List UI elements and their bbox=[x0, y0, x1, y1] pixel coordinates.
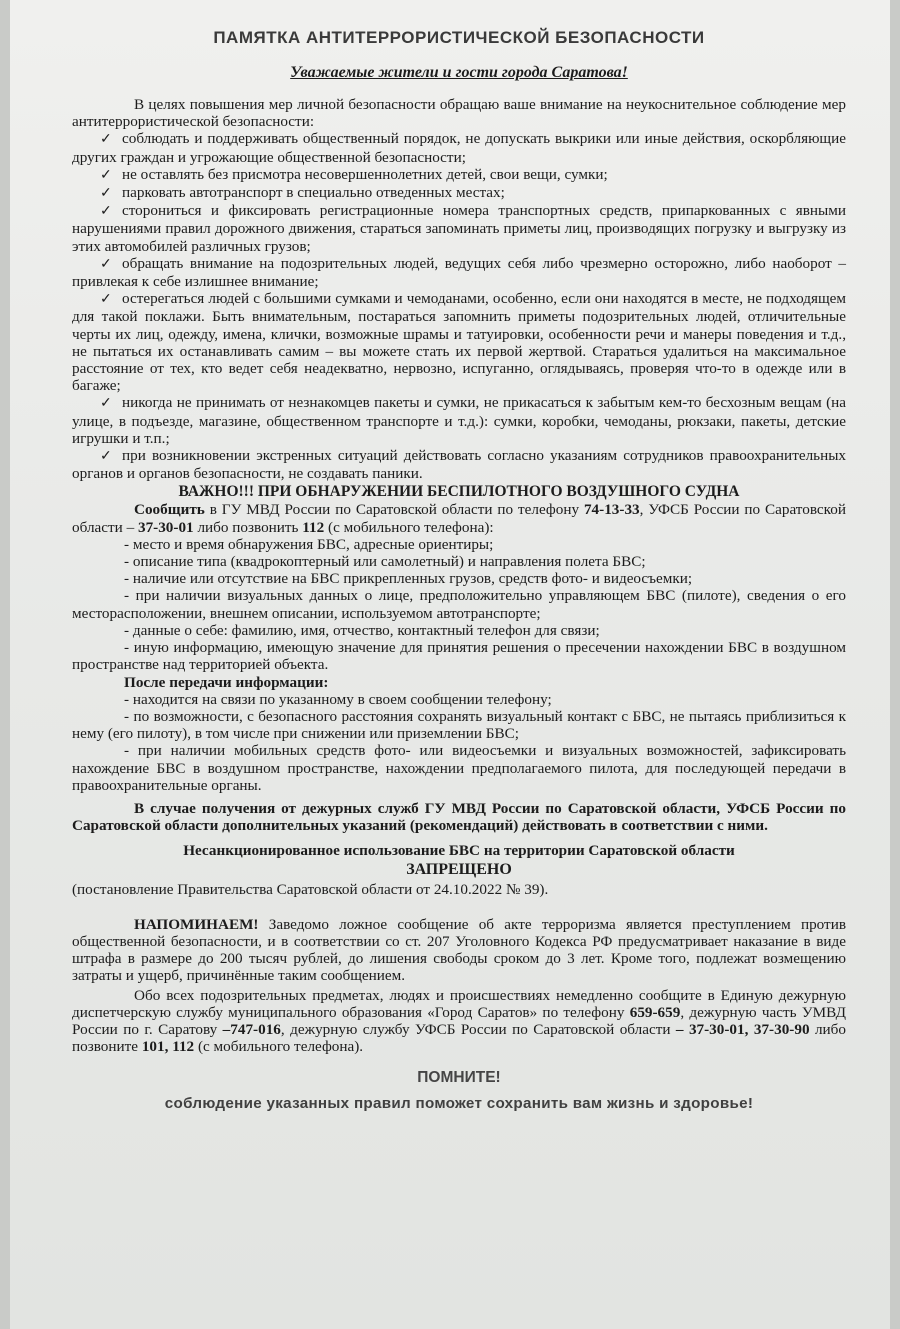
checklist-item: ✓ остерегаться людей с большими сумками и чемоданами, особенно, если они находятся в месте, не подходящем для такой поклажи. Быть внимательным, постараться запомнить приметы подозрительных людей, отличительные черты их лиц, одежду, имена, клички, возможные шрамы и татуировки, особенности речи и манеры поведения и т.д., не пытаться их останавливать самим – вы можете стать их первой жертвой. Стараться удалиться на максимальное расстояние от тех, кто ведет себя неадекватно, нервозно, испуганно, оглядываясь, проверяя что-то в одежде или в багаже; bbox=[72, 290, 846, 395]
after-item: - при наличии мобильных средств фото- или видеосъемки и визуальных возможностей, зафиксировать нахождение БВС в воздушном пространстве, нахождении предполагаемого пилота, для последующей передачи в правоохранительные органы. bbox=[72, 742, 846, 794]
checklist-item: ✓ обращать внимание на подозрительных людей, ведущих себя либо чрезмерно осторожно, либо наоборот – привлекая к себе излишнее внимание; bbox=[72, 254, 846, 291]
checklist-item: ✓ не оставлять без присмотра несовершеннолетних детей, свои вещи, сумки; bbox=[100, 165, 608, 183]
checkmark-icon: ✓ bbox=[100, 186, 112, 202]
after-heading: После передачи информации: bbox=[124, 673, 329, 691]
phone-number: – 37-30-01, 37-30-90 bbox=[675, 1020, 810, 1038]
checklist-item: ✓ при возникновении экстренных ситуаций действовать согласно указаниям сотрудников правоохранительных органов и органов безопасности, не создавать паники. bbox=[72, 447, 846, 483]
checklist-item: ✓ сторониться и фиксировать регистрационные номера транспортных средств, припаркованных с явными нарушениями правил дорожного движения, стараться запоминать приметы лиц, производящих погрузку и выгрузку из этих автомобилей различных грузов; bbox=[72, 202, 846, 255]
checkmark-icon: ✓ bbox=[100, 167, 112, 183]
reminder-paragraph: НАПОМИНАЕМ! Заведомо ложное сообщение об акте терроризма является преступлением против общественной безопасности, и в соответствии со ст. 207 Уголовного Кодекса РФ предусматривает наказание в виде штрафа в размере до 200 тысяч рублей, до лишения свободы сроком до 3 лет. Кроме того, подлежат возмещению затраты и ущерб, причинённые таким сообщением. bbox=[72, 915, 846, 985]
checkmark-icon: ✓ bbox=[100, 449, 112, 465]
document-page bbox=[10, 0, 890, 1329]
report-item: - наличие или отсутствие на БВС прикрепленных грузов, средств фото- и видеосъемки; bbox=[124, 570, 693, 588]
instructions-paragraph: В случае получения от дежурных служб ГУ МВД России по Саратовской области, УФСБ России по Саратовской области дополнительных указаний (рекомендаций) действовать в соответствии с ними. bbox=[72, 799, 846, 835]
phone-number: 101, 112 bbox=[141, 1038, 195, 1056]
phone-number: 37-30-01 bbox=[137, 518, 194, 536]
greeting: Уважаемые жители и гости города Саратова! bbox=[290, 64, 628, 81]
ban-line: Несанкционированное использование БВС на территории Саратовской области bbox=[183, 842, 735, 860]
report-item: - иную информацию, имеющую значение для принятия решения о пресечении нахождении БВС в воздушном пространстве над территорией объекта. bbox=[72, 639, 846, 674]
checklist-item: ✓ никогда не принимать от незнакомцев пакеты и сумки, не прикасаться к забытым кем-то бесхозным вещам (на улице, в подъезде, магазине, общественном транспорте и т.д.): сумки, коробки, чемоданы, рюкзаки, пакеты, детские игрушки и т.п.; bbox=[72, 394, 846, 447]
document-title: ПАМЯТКА АНТИТЕРРОРИСТИЧЕСКОЙ БЕЗОПАСНОСТИ bbox=[213, 28, 705, 47]
phone-number: 74-13-33 bbox=[583, 501, 640, 519]
report-item: - место и время обнаружения БВС, адресные ориентиры; bbox=[124, 535, 494, 553]
report-item: - данные о себе: фамилию, имя, отчество, контактный телефон для связи; bbox=[124, 621, 600, 639]
report-item: - при наличии визуальных данных о лице, предположительно управляющем БВС (пилоте), сведения о его месторасположении, внешнем описании, используемом автотранспорте; bbox=[72, 587, 846, 622]
checkmark-icon: ✓ bbox=[100, 256, 112, 272]
uav-heading: ВАЖНО!!! ПРИ ОБНАРУЖЕНИИ БЕСПИЛОТНОГО ВОЗДУШНОГО СУДНА bbox=[178, 483, 740, 501]
intro-paragraph: В целях повышения мер личной безопасности обращаю ваше внимание на неукоснительное соблюдение мер антитеррористической безопасности: bbox=[72, 96, 846, 131]
phone-number: –747-016 bbox=[222, 1020, 281, 1038]
after-item: - по возможности, с безопасного расстояния сохранять визуальный контакт с БВС, не пытаясь приблизиться к нему (его пилоту), в том числе при снижении или приземлении БВС; bbox=[72, 707, 846, 743]
report-lead: Сообщить bbox=[134, 501, 205, 519]
contacts-paragraph: Обо всех подозрительных предметах, людях и происшествиях немедленно сообщите в Единую дежурную диспетчерскую службу муниципального образования «Город Саратов» по телефону 659-659, дежурную часть УМВД России по г. Саратову –747-016, дежурную службу УФСБ России по Саратовской области – 37-30-01, 37-30-90 либо позвоните 101, 112 (с мобильного телефона). bbox=[72, 986, 846, 1056]
checklist-item: ✓ парковать автотранспорт в специально отведенных местах; bbox=[100, 184, 505, 202]
ban-reference: (постановление Правительства Саратовской области от 24.10.2022 № 39). bbox=[72, 880, 549, 898]
checklist-item: ✓ соблюдать и поддерживать общественный порядок, не допускать выкрики или иные действия, оскорбляющие других граждан и угрожающие общественной безопасности; bbox=[72, 130, 846, 166]
report-paragraph: Сообщить в ГУ МВД России по Саратовской области по телефону 74-13-33, УФСБ России по Саратовской области – 37-30-01 либо позвонить 112 (с мобильного телефона): bbox=[72, 501, 846, 536]
remember-heading: ПОМНИТЕ! bbox=[417, 1069, 501, 1087]
after-item: - находится на связи по указанному в своем сообщении телефону; bbox=[124, 690, 552, 708]
reminder-lead: НАПОМИНАЕМ! bbox=[134, 915, 259, 933]
phone-number: 659-659 bbox=[629, 1003, 681, 1021]
final-slogan: соблюдение указанных правил поможет сохранить вам жизнь и здоровье! bbox=[164, 1095, 754, 1113]
report-item: - описание типа (квадрокоптерный или самолетный) и направления полета БВС; bbox=[124, 553, 646, 571]
phone-number: 112 bbox=[302, 518, 325, 536]
checkmark-icon: ✓ bbox=[100, 292, 112, 308]
checkmark-icon: ✓ bbox=[100, 396, 112, 412]
checkmark-icon: ✓ bbox=[100, 132, 112, 148]
ban-word: ЗАПРЕЩЕНО bbox=[406, 860, 512, 878]
checkmark-icon: ✓ bbox=[100, 204, 112, 220]
